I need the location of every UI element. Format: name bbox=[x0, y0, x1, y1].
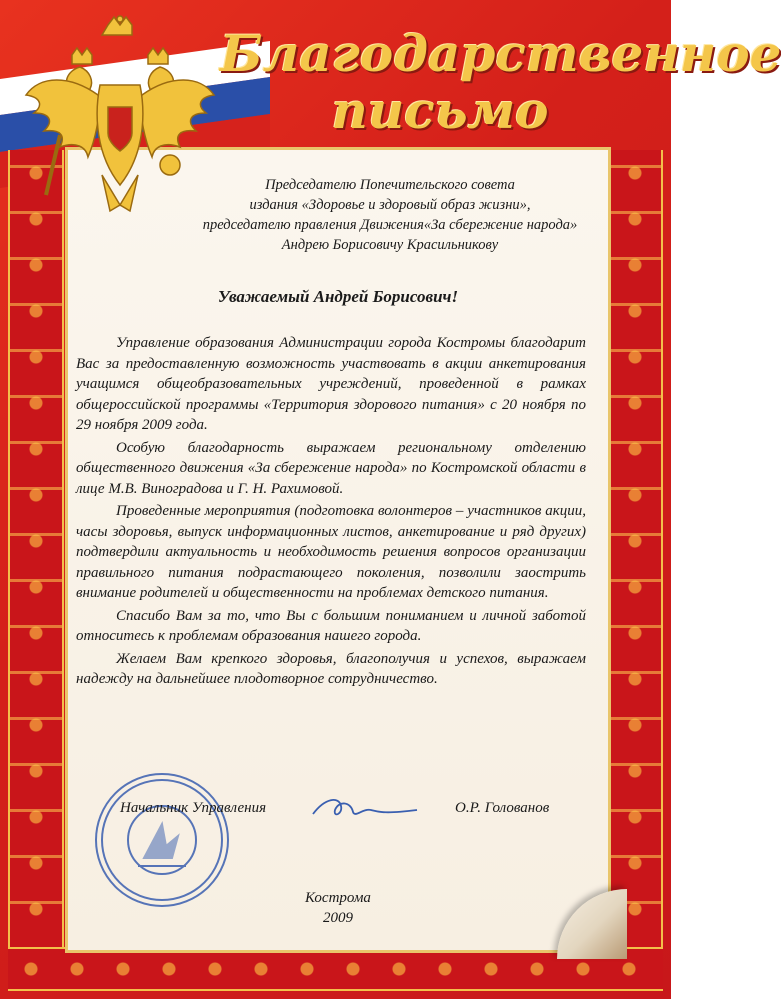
signatory-title: Начальник Управления bbox=[120, 800, 267, 816]
body-paragraph: Особую благодарность выражаем региональному отделению общественного движения «За сбережение народа» по Костромской области в лице М.В. Виноградова и Г. Н. Рахимовой. bbox=[76, 439, 586, 497]
certificate-title bbox=[220, 24, 781, 140]
body-paragraph: Спасибо Вам за то, что Вы с большим пониманием и личной заботой относитесь к проблемам образования нашего города. bbox=[76, 607, 586, 644]
signatory-name: О.Р. Голованов bbox=[455, 800, 550, 816]
place-date-block bbox=[68, 888, 608, 928]
title-line-1: Благодарственное bbox=[220, 24, 781, 83]
salutation: Уважаемый Андрей Борисович! bbox=[217, 287, 459, 306]
ornament-border-left bbox=[8, 150, 64, 950]
recipient-block bbox=[190, 175, 590, 255]
ornament-border-right bbox=[607, 150, 663, 950]
letter-body bbox=[76, 333, 586, 692]
recipient-line: председателю правления Движения«За сбережение народа» bbox=[202, 217, 578, 233]
recipient-line: Председателю Попечительского совета bbox=[265, 177, 515, 193]
body-paragraph: Проведенные мероприятия (подготовка волонтеров – участников акции, часы здоровья, выпуск информационных листов, анкетирование и ряд других) подтвердили актуальность и необходимость решения вопросов организации правильного питания подрастающего поколения, позволили заострить внимание родителей и общественности на проблемах детского питания. bbox=[76, 503, 586, 601]
recipient-line: издания «Здоровье и здоровый образ жизни», bbox=[249, 197, 531, 213]
recipient-line: Андрею Борисовичу Красильникову bbox=[281, 237, 499, 253]
body-paragraph: Управление образования Администрации города Костромы благодарит Вас за предоставленную возможность участвовать в акции анкетирования учащимся общеобразовательных учреждений, проведенной в рамках общероссийской программы «Территория здорового питания» с 20 ноября по 29 ноября 2009 года. bbox=[76, 335, 586, 433]
city: Кострома bbox=[305, 890, 371, 906]
body-paragraph: Желаем Вам крепкого здоровья, благополучия и успехов, выражаем надежду на дальнейшее плодотворное сотрудничество. bbox=[76, 650, 586, 687]
year: 2009 bbox=[323, 910, 353, 926]
title-line-2: письмо bbox=[331, 81, 549, 140]
handwritten-signature-icon bbox=[305, 788, 425, 828]
